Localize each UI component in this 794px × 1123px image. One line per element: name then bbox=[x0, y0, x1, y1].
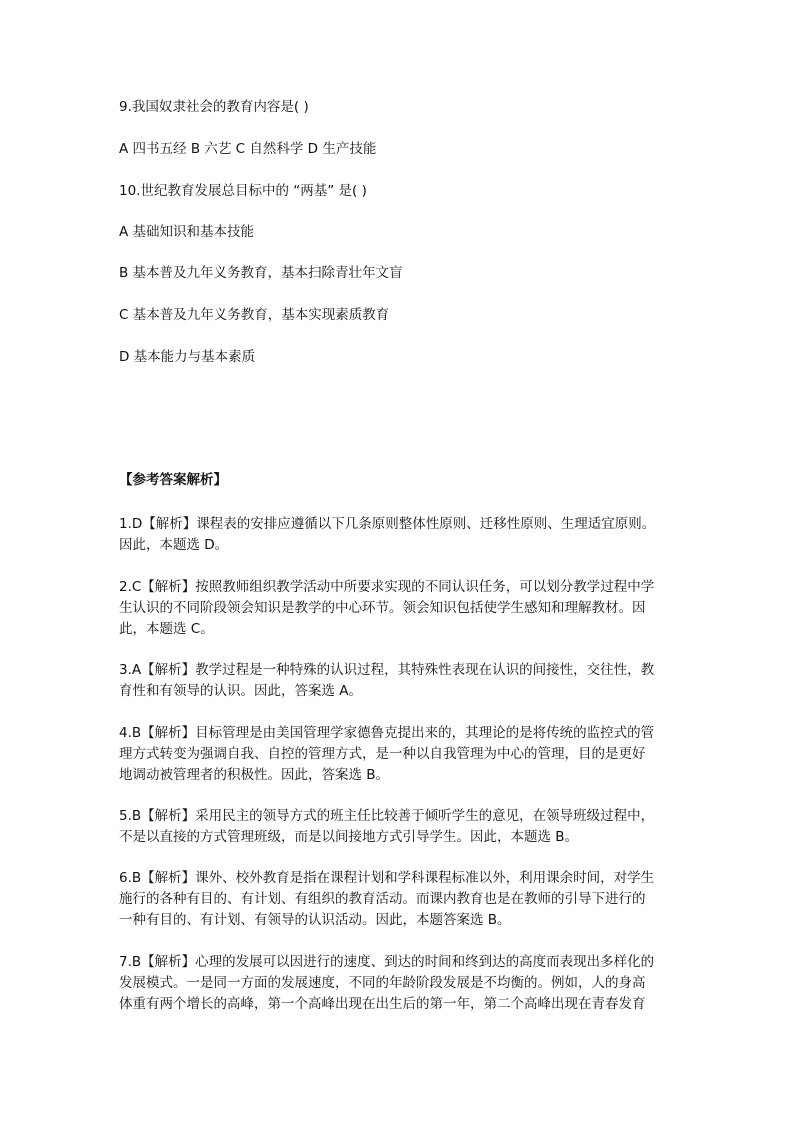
answer-item-5 bbox=[119, 806, 679, 848]
answer-6-line-1: 6.B【解析】课外、校外教育是指在课程计划和学科课程标准以外，利用课余时间，对学生 bbox=[119, 870, 655, 886]
answer-item-4 bbox=[119, 723, 679, 786]
answer-5-line-1: 5.B【解析】采用民主的领导方式的班主任比较善于倾听学生的意见，在领导班级过程中， bbox=[119, 808, 655, 824]
answer-2-line-2: 生认识的不同阶段领会知识是教学的中心环节。领会知识包括使学生感知和理解教材。因 bbox=[119, 600, 646, 616]
answer-3-line-1: 3.A【解析】教学过程是一种特殊的认识过程，其特殊性表现在认识的间接性，交往性，教 bbox=[119, 662, 655, 678]
answer-7-line-3: 体重有两个增长的高峰，第一个高峰出现在出生后的第一年，第二个高峰出现在青春发育 bbox=[119, 996, 646, 1012]
question-9-options: A 四书五经 B 六艺 C 自然科学 D 生产技能 bbox=[119, 141, 377, 157]
answer-7-line-2: 发展模式。一是同一方面的发展速度，不同的年龄阶段发展是不均衡的。例如，人的身高 bbox=[119, 975, 646, 991]
answer-6-line-2: 施行的各种有目的、有计划、有组织的教育活动。而课内教育也是在教师的引导下进行的 bbox=[119, 891, 646, 907]
question-9-stem: 9.我国奴隶社会的教育内容是( ) bbox=[119, 99, 309, 115]
answers-heading: 【参考答案解析】 bbox=[119, 472, 227, 488]
question-10-option-c: C 基本普及九年义务教育，基本实现素质教育 bbox=[119, 307, 390, 323]
answer-4-line-2: 理方式转变为强调自我、自控的管理方式，是一种以自我管理为中心的管理，目的是更好 bbox=[119, 746, 646, 762]
answer-7-line-1: 7.B【解析】心理的发展可以因进行的速度、到达的时间和终到达的高度而表现出多样化的 bbox=[119, 954, 655, 970]
question-10-stem: 10.世纪教育发展总目标中的 “两基” 是( ) bbox=[119, 183, 367, 199]
answer-item-2 bbox=[119, 577, 679, 640]
answer-item-6 bbox=[119, 868, 679, 931]
answer-3-line-2: 育性和有领导的认识。因此，答案选 A。 bbox=[119, 683, 363, 699]
answer-2-line-3: 此，本题选 C。 bbox=[119, 621, 214, 637]
answer-1-line-2: 因此，本题选 D。 bbox=[119, 537, 229, 553]
answer-item-1 bbox=[119, 514, 679, 556]
answer-item-7 bbox=[119, 952, 679, 1015]
answer-6-line-3: 一种有目的、有计划、有领导的认识活动。因此，本题答案选 B。 bbox=[119, 912, 511, 928]
answer-4-line-3: 地调动被管理者的积极性。因此，答案选 B。 bbox=[119, 767, 390, 783]
answer-item-3 bbox=[119, 660, 679, 702]
answer-5-line-2: 不是以直接的方式管理班级，而是以间接地方式引导学生。因此，本题选 B。 bbox=[119, 829, 579, 845]
answer-2-line-1: 2.C【解析】按照教师组织教学活动中所要求实现的不同认识任务，可以划分教学过程中学 bbox=[119, 579, 655, 595]
answer-4-line-1: 4.B【解析】目标管理是由美国管理学家德鲁克提出来的，其理论的是将传统的监控式的管 bbox=[119, 725, 655, 741]
question-10-option-d: D 基本能力与基本素质 bbox=[119, 349, 256, 365]
answer-1-line-1: 1.D【解析】课程表的安排应遵循以下几条原则整体性原则、迁移性原则、生理适宜原则。 bbox=[119, 516, 656, 532]
question-10-option-b: B 基本普及九年义务教育，基本扫除青壮年文盲 bbox=[119, 265, 403, 281]
question-10-option-a: A 基础知识和基本技能 bbox=[119, 224, 255, 240]
